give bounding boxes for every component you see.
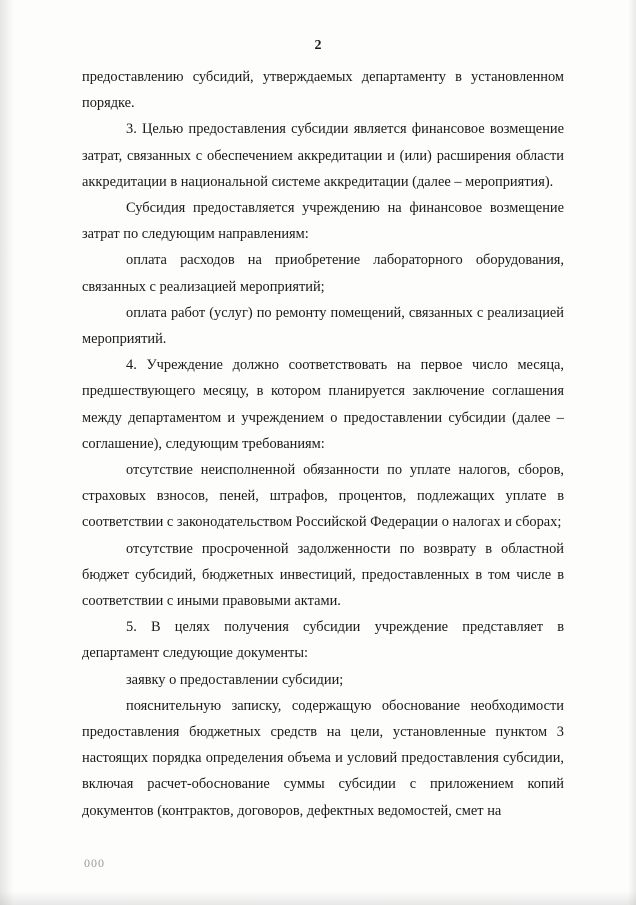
paragraph: предоставлению субсидий, утверждаемых департаменту в установленном порядке. xyxy=(82,69,564,112)
document-body xyxy=(82,64,564,824)
paragraph: отсутствие неисполненной обязанности по уплате налогов, сборов, страховых взносов, пеней, штрафов, процентов, подлежащих уплате в соответствии с законодательством Российской Федерации о налогах и сборах; xyxy=(82,462,564,531)
scan-edge-right xyxy=(628,0,636,905)
scan-edge-bottom xyxy=(0,891,636,905)
paragraph: заявку о предоставлении субсидии; xyxy=(126,671,344,688)
paragraph: пояснительную записку, содержащую обоснование необходимости предоставления бюджетных средств на цели, установленные пунктом 3 настоящих порядка определения объема и условий предоставления субсидии, включая расчет-обоснование суммы субсидии с приложением копий документов (контрактов, договоров, дефектных ведомостей, смет на xyxy=(82,697,564,819)
paragraph: 4. Учреждение должно соответствовать на первое число месяца, предшествующего месяцу, в котором планируется заключение соглашения между департаментом и учреждением о предоставлении субсидии (далее – соглашение), следующим требованиям: xyxy=(82,357,564,452)
footer-code: 000 xyxy=(84,856,105,870)
paragraph: отсутствие просроченной задолженности по возврату в областной бюджет субсидий, бюджетных инвестиций, предоставленных в том числе в соответствии с иными правовыми актами. xyxy=(82,540,564,610)
scan-edge-left xyxy=(0,0,14,905)
paragraph: оплата работ (услуг) по ремонту помещений, связанных с реализацией мероприятий. xyxy=(82,304,564,348)
paragraph: 5. В целях получения субсидии учреждение представляет в департамент следующие документы: xyxy=(82,619,564,662)
paragraph: оплата расходов на приобретение лабораторного оборудования, связанных с реализацией мероприятий; xyxy=(82,252,564,295)
paragraph: Субсидия предоставляется учреждению на финансовое возмещение затрат по следующим направлениям: xyxy=(82,200,564,243)
paragraph: 3. Целью предоставления субсидии является финансовое возмещение затрат, связанных с обеспечением аккредитации и (или) расширения области аккредитации в национальной системе аккредитации (далее – мероприятия). xyxy=(82,121,564,190)
page-number: 2 xyxy=(314,38,322,53)
